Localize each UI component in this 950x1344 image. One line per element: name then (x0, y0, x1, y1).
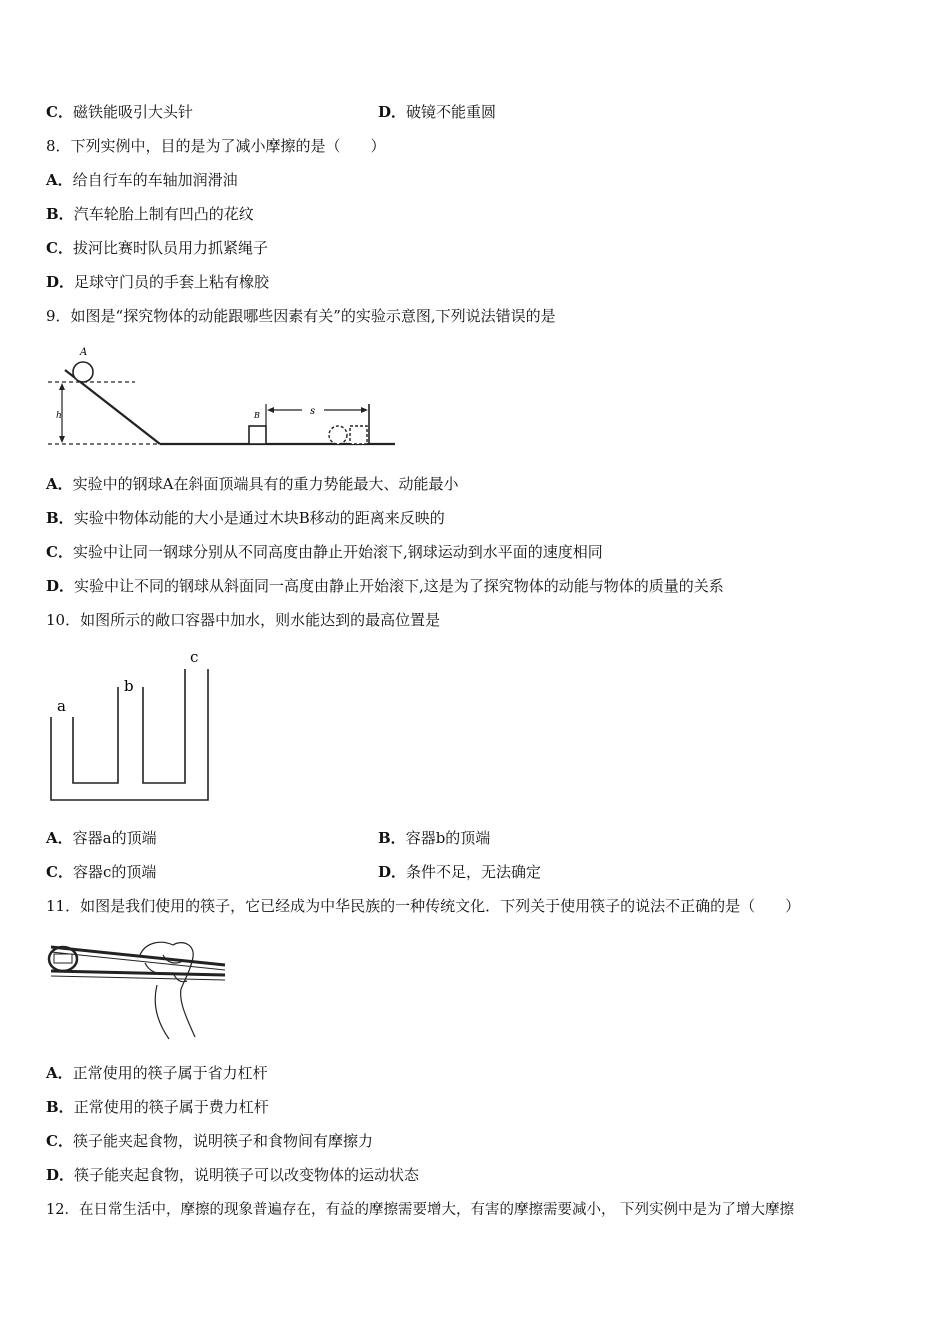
label-a: a (57, 697, 66, 715)
label-c: c (190, 648, 199, 666)
chopstick-lower-edge (51, 976, 225, 980)
food-marking (54, 954, 72, 963)
height-arrow-head-top (59, 383, 65, 390)
q9-option-c (46, 542, 603, 562)
option-label: B． (46, 509, 74, 527)
option-text: 容器a的顶端 (72, 829, 157, 847)
option-text: 磁铁能吸引大头针 (72, 103, 193, 121)
label-b: b (124, 677, 134, 695)
q10-option-c (46, 862, 156, 882)
q10-option-d (378, 862, 541, 882)
option-text: 足球守门员的手套上粘有橡胶 (74, 273, 270, 291)
q8-option-b (46, 204, 254, 224)
option-label: B． (46, 205, 74, 223)
distance-arrow-head-left (267, 407, 274, 413)
q11-option-c (46, 1131, 373, 1151)
option-label: D． (46, 273, 75, 291)
option-text: 实验中让同一钢球分别从不同高度由静止开始滚下,钢球运动到水平面的速度相同 (72, 543, 603, 561)
option-label: D． (378, 103, 407, 121)
option-text: 拔河比赛时队员用力抓紧绳子 (72, 239, 268, 257)
q10-stem: 10．如图所示的敞口容器中加水，则水能达到的最高位置是 (46, 611, 441, 629)
option-label: C． (46, 1132, 73, 1150)
option-label: A． (46, 171, 73, 189)
ball-a-label: A (80, 347, 88, 358)
steel-ball-end (329, 426, 347, 444)
height-arrow-head-bottom (59, 436, 65, 443)
option-text: 实验中物体动能的大小是通过木块B移动的距离来反映的 (73, 509, 445, 527)
steel-ball-a (73, 362, 93, 382)
option-text: 容器b的顶端 (405, 829, 491, 847)
option-text: 筷子能夹起食物，说明筷子和食物间有摩擦力 (72, 1132, 373, 1150)
distance-label: s (310, 406, 316, 417)
option-text: 正常使用的筷子属于省力杠杆 (72, 1064, 268, 1082)
option-text: 实验中的钢球A在斜面顶端具有的重力势能最大、动能最小 (72, 475, 459, 493)
q9-stem: 9．如图是“探究物体的动能跟哪些因素有关”的实验示意图,下列说法错误的是 (46, 307, 556, 325)
tube-ab (73, 687, 118, 783)
option-label: D． (46, 1166, 75, 1184)
distance-arrow-head-right (361, 407, 368, 413)
q8-stem: 8．下列实例中，目的是为了减小摩擦的是（ ） (46, 137, 386, 155)
height-label: h (56, 411, 62, 421)
option-text: 破镜不能重圆 (406, 103, 497, 121)
option-label: C． (46, 543, 73, 561)
q10-container-figure (45, 645, 220, 810)
q11-chopsticks-figure (45, 935, 230, 1040)
q7-option-c (46, 102, 193, 122)
option-text: 条件不足，无法确定 (406, 863, 542, 881)
wood-block-b (249, 426, 266, 444)
q9-option-a (46, 474, 458, 494)
q9-kinetic-energy-figure (40, 340, 410, 460)
option-label: C． (46, 863, 73, 881)
q10-option-b (378, 828, 490, 848)
option-label: A． (46, 829, 73, 847)
option-text: 容器c的顶端 (72, 863, 157, 881)
option-label: B． (46, 1098, 74, 1116)
q11-stem: 11．如图是我们使用的筷子，它已经成为中华民族的一种传统文化．下列关于使用筷子的说法不正确的是（ ） (46, 897, 801, 915)
q11-option-b (46, 1097, 269, 1117)
option-label: A． (46, 1064, 73, 1082)
option-text: 汽车轮胎上制有凹凸的花纹 (73, 205, 254, 223)
option-label: C． (46, 239, 73, 257)
q8-option-a (46, 170, 238, 190)
tube-bc (143, 669, 185, 783)
q7-option-d (378, 102, 496, 122)
q9-option-d (46, 576, 724, 596)
chopstick-lower (51, 971, 225, 975)
q8-option-d (46, 272, 269, 292)
q9-option-b (46, 508, 445, 528)
q12-stem: 12．在日常生活中，摩擦的现象普遍存在，有益的摩擦需要增大，有害的摩擦需要减小， 下列实例中是为了增大摩擦 (46, 1202, 795, 1218)
option-text: 实验中让不同的钢球从斜面同一高度由静止开始滚下,这是为了探究物体的动能与物体的质量的关系 (74, 577, 724, 595)
option-text: 筷子能夹起食物，说明筷子可以改变物体的运动状态 (74, 1166, 420, 1184)
option-text: 给自行车的车轴加润滑油 (72, 171, 238, 189)
option-label: D． (46, 577, 75, 595)
option-label: A． (46, 475, 73, 493)
block-b-label: B (254, 411, 260, 420)
option-label: D． (378, 863, 407, 881)
q11-option-a (46, 1063, 268, 1083)
option-label: C． (46, 103, 73, 121)
wood-block-end (350, 426, 367, 444)
q11-option-d (46, 1165, 419, 1185)
option-label: B． (378, 829, 406, 847)
q8-option-c (46, 238, 268, 258)
q10-option-a (46, 828, 157, 848)
option-text: 正常使用的筷子属于费力杠杆 (73, 1098, 269, 1116)
